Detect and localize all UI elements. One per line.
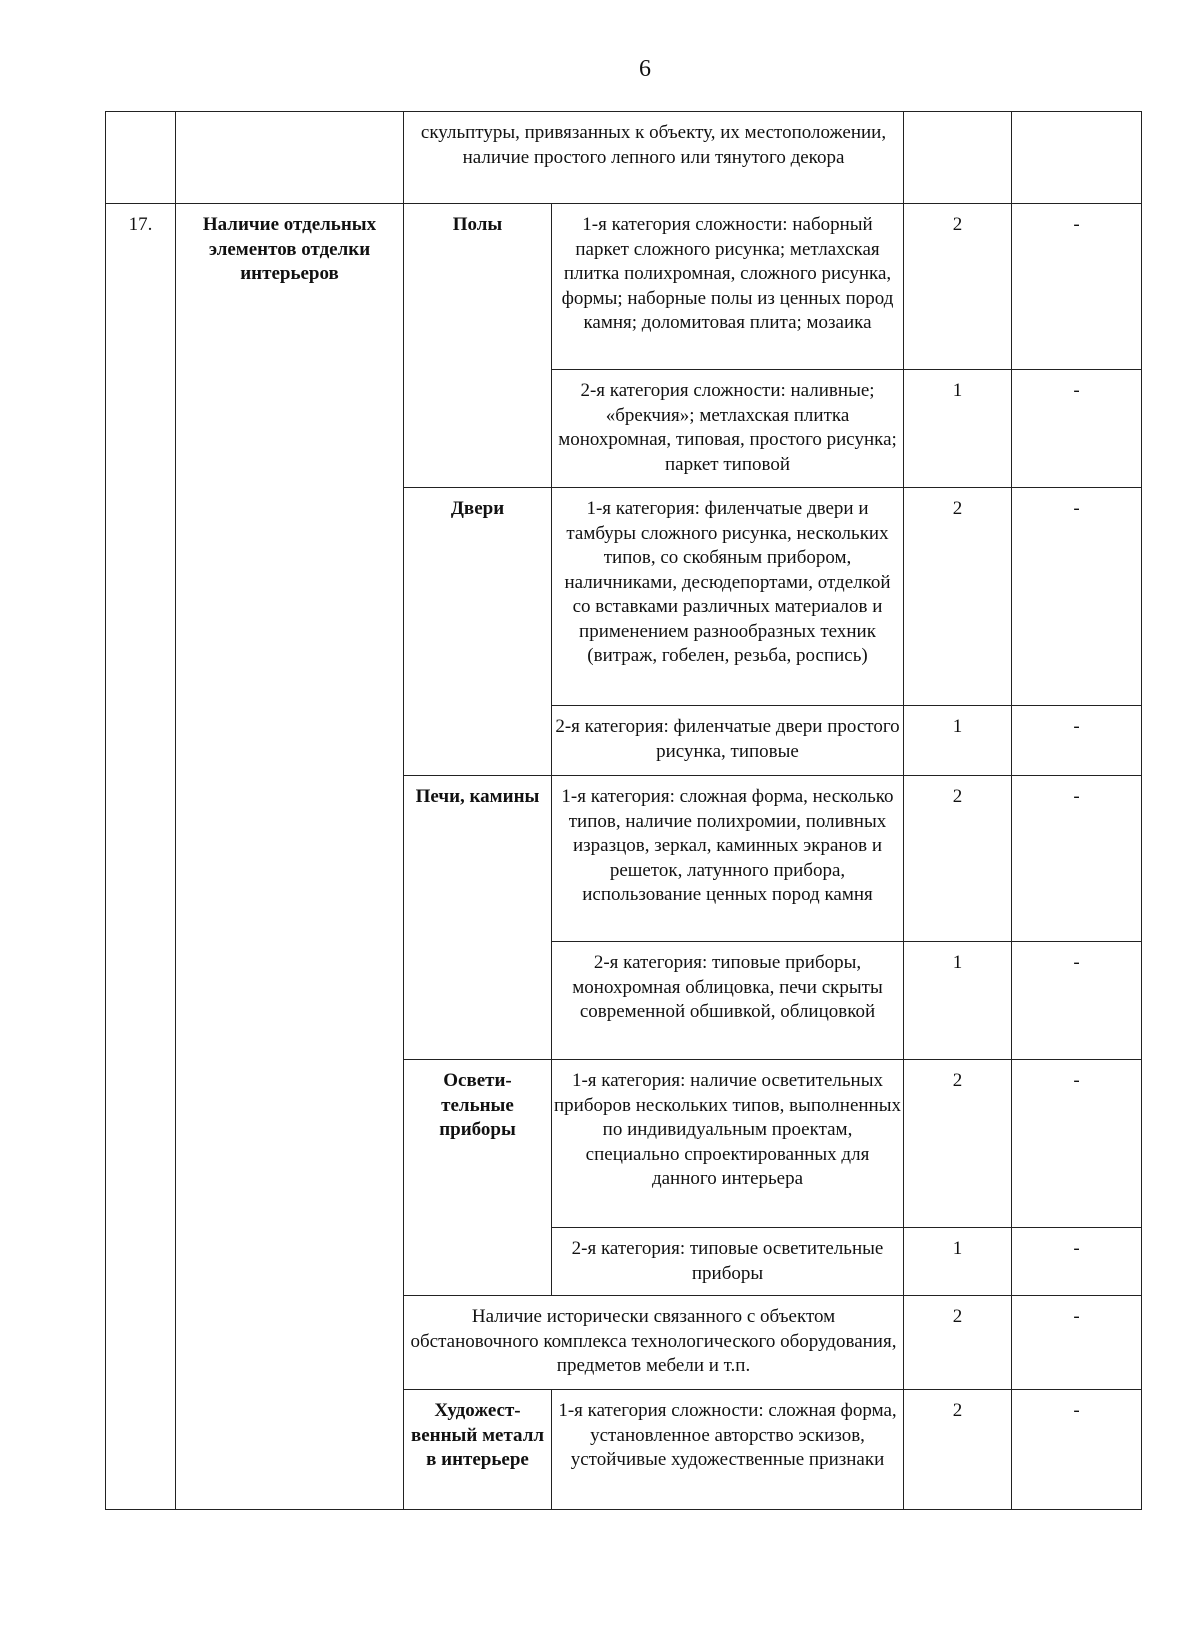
element-label-lighting: Освети- тельные приборы xyxy=(404,1060,552,1296)
dash-cell: - xyxy=(1012,370,1142,488)
score-cell: 1 xyxy=(904,1228,1012,1296)
dash-cell: - xyxy=(1012,942,1142,1060)
dash-cell: - xyxy=(1012,1060,1142,1228)
description-cell: 2-я категория: филенчатые двери простого рисунка, типовые xyxy=(552,706,904,776)
element-label-metal: Художест- венный металл в интерьере xyxy=(404,1390,552,1510)
dash-cell: - xyxy=(1012,776,1142,942)
description-cell: скульптуры, привязанных к объекту, их местоположении, наличие простого лепного или тянутого декора xyxy=(404,112,904,204)
dash-cell: - xyxy=(1012,1296,1142,1390)
item-number: 17. xyxy=(106,204,176,1510)
page-number: 6 xyxy=(639,56,651,82)
table-row xyxy=(106,112,1142,204)
score-cell: 2 xyxy=(904,1060,1012,1228)
table-row xyxy=(106,204,1142,370)
title-cell xyxy=(176,112,404,204)
item-title: Наличие отдельных элементов отделки интерьеров xyxy=(176,204,404,1510)
description-cell: 1-я категория: наличие осветительных приборов нескольких типов, выполненных по индивидуальным проектам, специально спроектированных для данного интерьера xyxy=(552,1060,904,1228)
description-cell: 2-я категория: типовые приборы, монохромная облицовка, печи скрыты современной обшивкой, облицовкой xyxy=(552,942,904,1060)
dash-cell: - xyxy=(1012,1228,1142,1296)
dash-cell xyxy=(1012,112,1142,204)
dash-cell: - xyxy=(1012,706,1142,776)
element-label-stoves: Печи, камины xyxy=(404,776,552,1060)
description-cell: 2-я категория: типовые осветительные приборы xyxy=(552,1228,904,1296)
dash-cell: - xyxy=(1012,1390,1142,1510)
description-cell: 2-я категория сложности: наливные; «брекчия»; метлахская плитка монохромная, типовая, простого рисунка; паркет типовой xyxy=(552,370,904,488)
description-cell: 1-я категория: сложная форма, несколько типов, наличие полихромии, поливных изразцов, зеркал, каминных экранов и решеток, латунного прибора, использование ценных пород камня xyxy=(552,776,904,942)
dash-cell: - xyxy=(1012,488,1142,706)
dash-cell: - xyxy=(1012,204,1142,370)
description-cell: Наличие исторически связанного с объектом обстановочного комплекса технологического оборудования, предметов мебели и т.п. xyxy=(404,1296,904,1390)
description-cell: 1-я категория: филенчатые двери и тамбуры сложного рисунка, нескольких типов, со скобяным прибором, наличниками, десюдепортами, отделкой со вставками различных материалов и применением разнообразных техник (витраж, гобелен, резьба, роспись) xyxy=(552,488,904,706)
score-cell: 2 xyxy=(904,1390,1012,1510)
score-cell: 1 xyxy=(904,706,1012,776)
score-cell: 1 xyxy=(904,942,1012,1060)
element-label-floors: Полы xyxy=(404,204,552,488)
score-cell: 1 xyxy=(904,370,1012,488)
element-label-doors: Двери xyxy=(404,488,552,776)
number-cell xyxy=(106,112,176,204)
score-cell: 2 xyxy=(904,488,1012,706)
score-cell: 2 xyxy=(904,204,1012,370)
description-cell: 1-я категория сложности: наборный паркет сложного рисунка; метлахская плитка полихромная, сложного рисунка, формы; наборные полы из ценных пород камня; доломитовая плита; мозаика xyxy=(552,204,904,370)
criteria-table xyxy=(105,111,1142,1510)
score-cell: 2 xyxy=(904,1296,1012,1390)
score-cell: 2 xyxy=(904,776,1012,942)
description-cell: 1-я категория сложности: сложная форма, установленное авторство эскизов, устойчивые художественные признаки xyxy=(552,1390,904,1510)
score-cell xyxy=(904,112,1012,204)
